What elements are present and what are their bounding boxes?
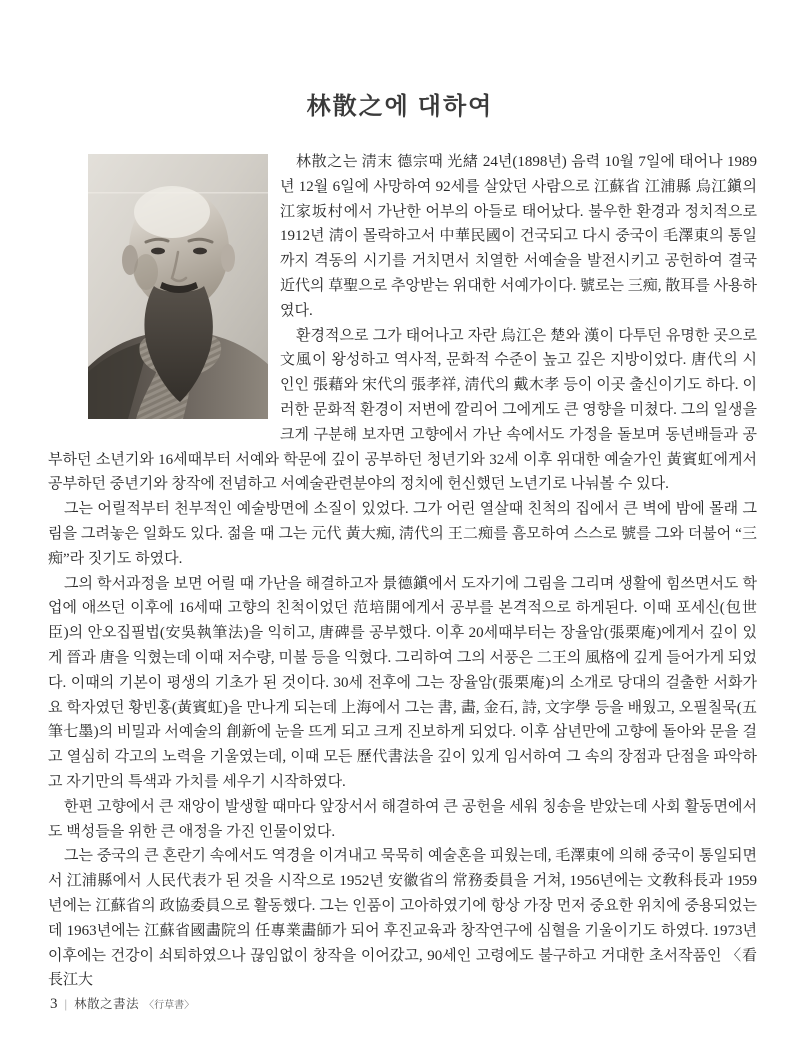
page-footer xyxy=(50,994,194,1013)
page-title: 林散之에 대하여 xyxy=(306,94,494,120)
portrait-photo xyxy=(88,154,268,419)
body-text xyxy=(48,150,757,993)
paragraph-community-contribution: 한편 고향에서 큰 재앙이 발생할 때마다 앞장서서 해결하여 큰 공헌을 세워 칭송을 받았는데 사회 활동면에서도 백성들을 위한 큰 애정을 가진 인물이었다. xyxy=(48,798,757,840)
paragraph-hometown-environment: 환경적으로 그가 태어나고 자란 烏江은 楚와 漢이 다투던 유명한 곳으로 文風이 왕성하고 역사적, 문화적 수준이 높고 깊은 지방이었다. 唐代의 시인인 張藉와 宋代의 張孝祥, 淸代의 戴木孝 등이 이곳 출신이기도 하다. 이러한 문화적 환경이 저변에 깔리어 그에게도 큰 영향을 미쳤다. 그의 일생을 크게 구분해 보자면 고향에서 가난 속에서도 가정을 돌보며 동년배들과 공부하던 소년기와 16세때부터 서예와 학문에 깊이 공부하던 청년기와 32세 이후 위대한 예술가인 黃賓虹에게서 공부하던 중년기와 창작에 전념하고 서예술관련분야의 정치에 헌신했던 노년기로 나눠볼 수 있다. xyxy=(48,327,757,493)
paragraph-childhood-talent: 그는 어릴적부터 천부적인 예술방면에 소질이 있었다. 그가 어린 열살때 친척의 집에서 큰 벽에 밤에 몰래 그림을 그려놓은 일화도 있다. 젊을 때 그는 元代 黃大痴, 淸代의 王二痴를 흠모하여 스스로 號를 그와 더불어 “三痴”라 짓기도 하였다. xyxy=(48,501,757,567)
footer-book-title: 林散之書法 xyxy=(74,997,140,1011)
paragraph-study-process: 그의 학서과정을 보면 어릴 때 가난을 해결하고자 景德鎭에서 도자기에 그림을 그리며 생활에 힘쓰면서도 학업에 애쓰던 이후에 16세때 고향의 친척이었던 范培開에게서 공부를 본격적으로 하게된다. 이때 포세신(包世臣)의 안오집필법(安吳執筆法)을 익히고, 唐碑를 공부했다. 이후 20세때부터는 장율암(張栗庵)에게서 깊이 있게 晉과 唐을 익혔는데 이때 저수량, 미불 등을 익혔다. 그리하여 그의 서풍은 二王의 風格에 깊게 들어가게 되었다. 이때의 기본이 평생의 기초가 된 것이다. 30세 전후에 그는 장율암(張栗庵)의 소개로 당대의 걸출한 서화가요 학자였던 황빈홍(黃賓虹)을 만나게 되는데 上海에서 그는 書, 畵, 金石, 詩, 文字學 등을 배웠고, 오필칠묵(五筆七墨)의 비밀과 서예술의 創新에 눈을 뜨게 되고 크게 진보하게 되었다. 이후 삼년만에 고향에 돌아와 문을 걸고 열심히 각고의 노력을 기울였는데, 이때 모든 歷代書法을 깊이 있게 임서하여 그 속의 장점과 단점을 파악하고 자기만의 특색과 가치를 세우기 시작하였다. xyxy=(48,575,757,790)
page-number: 3 xyxy=(50,996,58,1012)
footer-separator: | xyxy=(64,996,68,1011)
footer-book-subtitle: 〈行草書〉 xyxy=(144,1000,195,1011)
paragraph-birth-overview: 林散之는 淸末 德宗때 光緖 24년(1898년) 음력 10월 7일에 태어나 1989년 12월 6일에 사망하여 92세를 살았던 사람으로 江蘇省 江浦縣 烏江鎭의 江家坂村에서 가난한 어부의 아들로 태어났다. 불우한 환경과 정치적으로 1912년 淸이 몰락하고서 中華民國이 건국되고 다시 중국이 毛澤東의 통일까지 격동의 시기를 거치면서 치열한 서예술을 발전시키고 공헌하여 결국 近代의 草聖으로 추앙받는 위대한 서예가이다. 號로는 三痴, 散耳를 사용하였다. xyxy=(280,154,757,319)
paragraph-later-career: 그는 중국의 큰 혼란기 속에서도 역경을 이겨내고 묵묵히 예술혼을 피웠는데, 毛澤東에 의해 중국이 통일되면서 江浦縣에서 人民代表가 된 것을 시작으로 1952년 安徽省의 常務委員을 거쳐, 1956년에는 文敎科長과 1959년에는 江蘇省의 政協委員으로 활동했다. 그는 인품이 고아하였기에 항상 가장 먼저 중요한 위치에 중용되었는데 1963년에는 江蘇省國畵院의 任專業畵師가 되어 후진교육과 창작연구에 심혈을 기울이기도 하였다. 1973년 이후에는 건강이 쇠퇴하였으나 끊임없이 창작을 이어갔고, 90세인 고령에도 불구하고 거대한 초서작품인 〈看長江大 xyxy=(48,848,757,989)
